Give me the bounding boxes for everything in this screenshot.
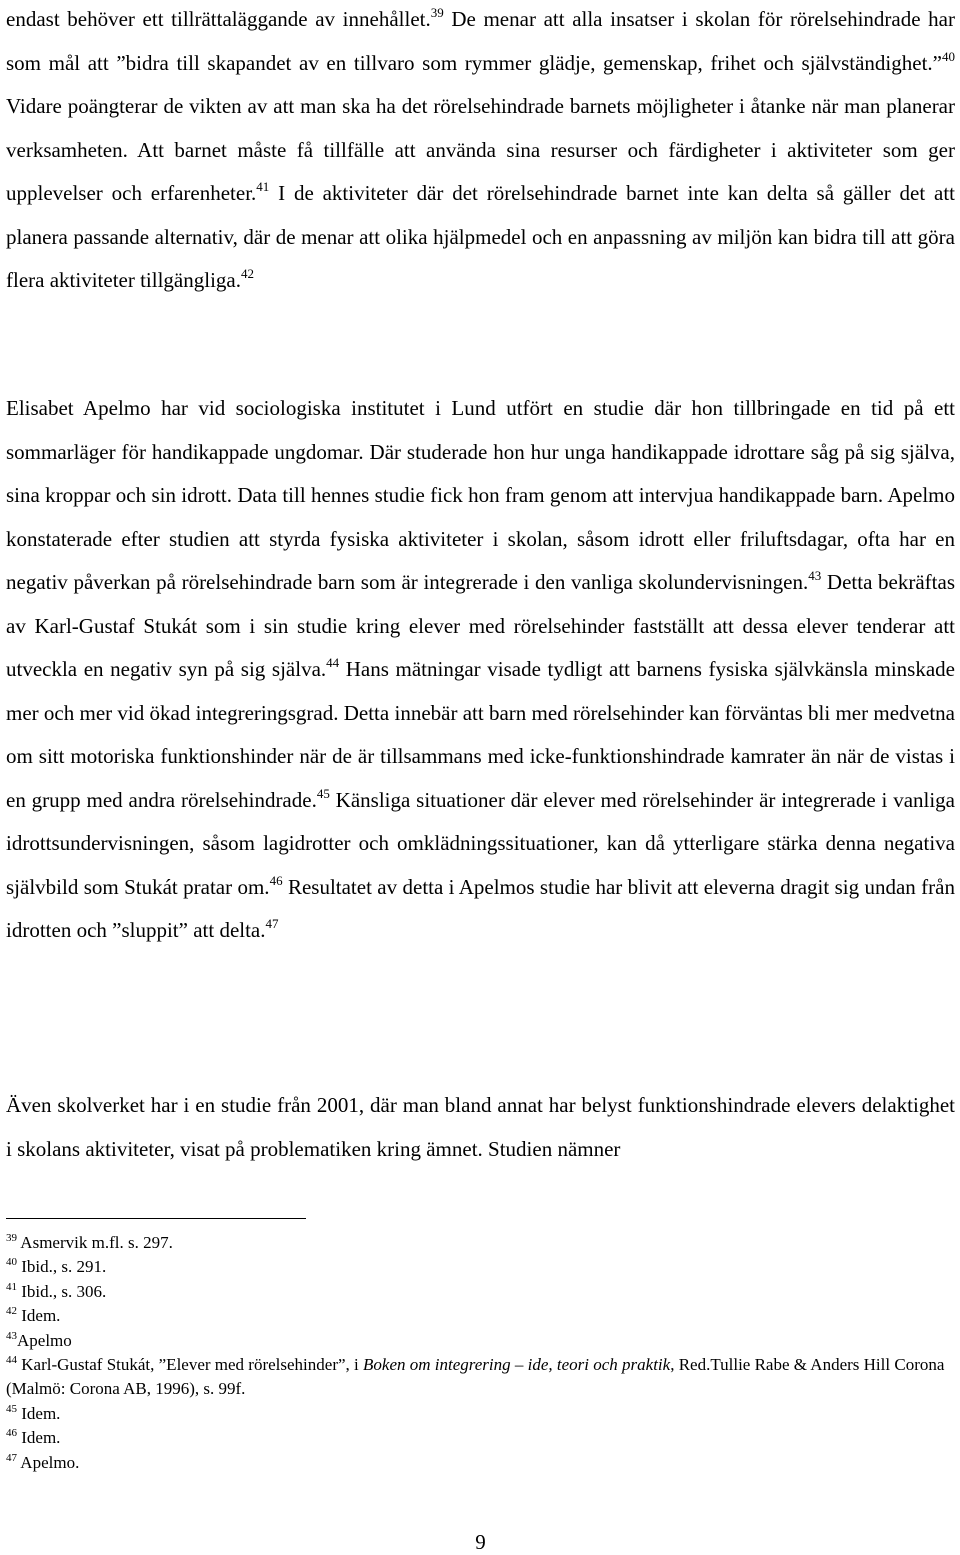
footnote-number: 45 — [6, 1402, 17, 1415]
text-run: Känsliga situationer där elever med rörelsehinder är integrerade i vanliga idrottsundervisningen, såsom lagidrotter och omklädningssituationer, kan då ytterligare stärka denna negativa självbild som Stukát pratar om. — [6, 787, 956, 899]
footnote-text: Idem. — [17, 1428, 61, 1448]
footnote-number: 40 — [6, 1256, 17, 1269]
footnote-book-title: Boken om integrering – ide, teori och praktik — [363, 1355, 671, 1375]
text-run: endast behöver ett tillrättaläggande av innehållet. — [6, 7, 431, 31]
text-run: Detta bekräftas av Karl-Gustaf Stukát som i sin studie kring elever med rörelsehinder fastställt att dessa elever tenderar att utveckla en negativ syn på sig själva. — [6, 570, 956, 681]
text-run: Hans mätningar visade tydligt att barnens fysiska självkänsla minskade mer och mer vid ökad integreringsgrad. Detta innebär att barn med rörelsehinder kan förväntas bli mer medvetna om sitt motoriska funktionshinder när de är tillsammans med icke-funktionshindrade kamrater än när de vistas i en grupp med andra rörelsehindrade. — [6, 657, 955, 812]
footnote-number: 42 — [6, 1305, 17, 1318]
footnote-ref-41[interactable]: 41 — [256, 179, 270, 194]
footnote-text: Ibid., s. 306. — [17, 1281, 107, 1301]
footnote-text: , Red.Tullie Rabe & Anders Hill Corona (Malmö: Corona AB, 1996), s. 99f. — [6, 1355, 945, 1399]
footnote-46 — [6, 1426, 955, 1450]
text-run: Även skolverket har i en studie från 2001, där man bland annat har belyst funktionshindrade elevers delaktighet i skolans aktiviteter, visat på problematiken kring ämnet. Studien nämner — [6, 1093, 955, 1161]
footnote-ref-47[interactable]: 47 — [265, 916, 279, 931]
text-run: Vidare poängterar de vikten av att man ska ha det rörelsehindrade barnets möjligheter i åtanke när man planerar verksamheten. Att barnet måste få tillfälle att använda sina resurser och färdigheter i aktiviteter som ger upplevelser och erfarenheter. — [6, 94, 955, 205]
text-run: Resultatet av detta i Apelmos studie har blivit att eleverna dragit sig undan från idrotten och ”sluppit” att delta. — [6, 874, 955, 942]
footnote-number: 43 — [6, 1329, 17, 1342]
footnote-43 — [6, 1329, 955, 1353]
footnote-text: Karl-Gustaf Stukát, ”Elever med rörelsehinder”, i — [17, 1355, 364, 1375]
footnote-text: Apelmo — [17, 1330, 72, 1350]
footnote-number: 47 — [6, 1451, 17, 1464]
footnote-ref-45[interactable]: 45 — [316, 785, 330, 801]
footnote-number: 44 — [6, 1354, 17, 1367]
footnote-44 — [6, 1353, 955, 1402]
body-paragraph-1 — [6, 0, 955, 303]
footnote-text: Asmervik m.fl. s. 297. — [17, 1233, 173, 1252]
footnote-text: Idem. — [17, 1306, 61, 1326]
footnote-number: 41 — [6, 1280, 17, 1293]
footnote-text: Idem. — [17, 1403, 61, 1423]
body-paragraph-2 — [6, 387, 955, 953]
footnote-42 — [6, 1304, 955, 1328]
footnote-47 — [6, 1451, 955, 1475]
footnotes — [6, 1231, 955, 1475]
text-run: De menar att alla insatser i skolan för rörelsehindrade har som mål att ”bidra till skapandet av en tillvaro som rymmer glädje, gemenskap, frihet och självständighet.” — [6, 7, 955, 75]
footnote-ref-40[interactable]: 40 — [942, 48, 955, 64]
footnote-text: Apelmo. — [17, 1452, 80, 1472]
footnote-40 — [6, 1255, 955, 1279]
footnote-45 — [6, 1402, 955, 1426]
footnote-ref-39[interactable]: 39 — [430, 5, 444, 20]
body-paragraph-3 — [6, 1084, 955, 1171]
footnote-ref-44[interactable]: 44 — [326, 655, 340, 670]
footnote-ref-46[interactable]: 46 — [269, 872, 283, 888]
footnote-41 — [6, 1280, 955, 1304]
text-run: Elisabet Apelmo har vid sociologiska institutet i Lund utfört en studie där hon tillbringade en tid på ett sommarläger för handikappade ungdomar. Där studerade hon hur unga handikappade idrottare såg på sig själva, sina kroppar och sin idrott. Data till hennes studie fick hon fram genom att intervjua handikappade barn. Apelmo konstaterade efter studien att styrda fysiska aktiviteter i skolan, såsom idrott eller friluftsdagar, ofta har en negativ påverkan på rörelsehindrade barn som är integrerade i den vanliga skolundervisningen. — [6, 396, 955, 594]
footnote-39 — [6, 1231, 955, 1255]
page-number: 9 — [475, 1530, 486, 1554]
footnote-number: 46 — [6, 1427, 17, 1440]
footnote-ref-42[interactable]: 42 — [241, 266, 254, 281]
footnote-text: Ibid., s. 291. — [17, 1257, 107, 1277]
text-run: I de aktiviteter där det rörelsehindrade barnet inte kan delta så gäller det att planera passande alternativ, där de menar att olika hjälpmedel och en anpassning av miljön kan bidra till att göra flera aktiviteter tillgängliga. — [6, 181, 955, 292]
footnote-ref-43[interactable]: 43 — [808, 568, 822, 583]
footnote-number: 39 — [6, 1232, 17, 1244]
footnote-separator — [6, 1218, 306, 1219]
